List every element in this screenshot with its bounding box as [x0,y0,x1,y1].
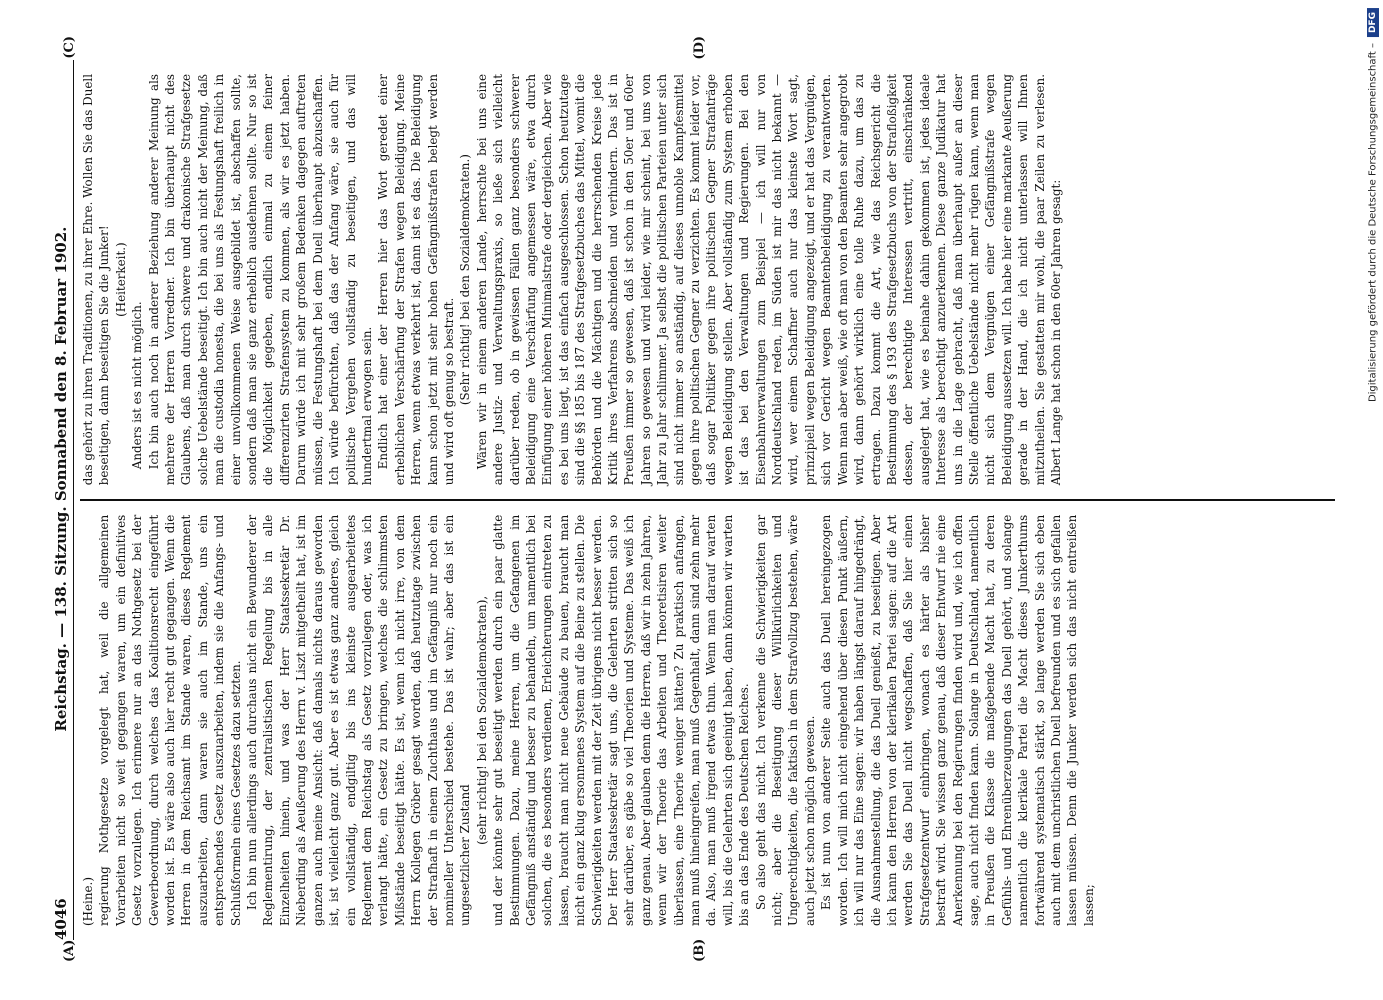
left-column [80,501,1335,940]
interjection: (Heiterkeit.) [113,242,128,317]
paragraph: und der könnte sehr gut beseitigt werden durch ein paar glatte Bestimmungen. Dazu, meine Herren, um die Gefangenen im Gefängniß anständig und besser zu behandeln, um namentlich bei solchen, die es besonders verdienen, Erleichterungen eintreten zu lassen, braucht man nicht neue Gebäude zu bauen, braucht man nicht ein ganz klug ersonnenes System auf die Beine zu stellen. Die Schwierigkeiten werden mit der Zeit übrigens nicht besser werden. Der Herr Staatssekretär sagt uns, die Gelehrten stritten sich so sehr darüber, es gäbe so viel Theorien und Systeme. Das weiß ich ganz genau. Aber glauben denn die Herren, daß wir in zehn Jahren, wenn wir der Theorie das Arbeiten und Theoretisiren weiter überlassen, eine Theorie weniger hätten? Zu praktisch anfangen, man muß hineingreifen, man muß Gegenhalt, dann sind zehn mehr da. Also, man muß irgend etwas thun. Wenn man darauf warten will, bis die Gelehrten sich geeinigt haben, dann können wir warten bis an das Ende des Deutschen Reiches. [491,514,752,926]
interjection: (Sehr richtig! bei den Sozialdemokraten.) [458,154,473,406]
two-column-body [80,60,1335,940]
dfg-logo: DFG [1367,8,1379,37]
credit-text: Digitalisierung gefördert durch die Deutsche Forschungsgemeinschaft – [1367,43,1379,403]
margin-mark-c: (C) [62,36,77,59]
interjection: (sehr richtig! bei den Sozialdemokraten), [474,595,489,845]
right-column [80,60,1335,499]
paragraph: das gehört zu ihren Traditionen, zu ihrer Ehre. Wollen Sie das Duell beseitigen, dann beseitigen Sie die Junker! [81,74,112,486]
digitization-credit [1367,8,1379,402]
page-title: Reichstag. — 138. Sitzung. Sonnabend den 8. Februar 1902. [52,226,70,732]
paragraph: Anders ist es nicht möglich. [130,301,145,470]
paragraph: Endlich hat einer der Herren hier das Wort geredet einer erheblichen Verschärfung der Strafen wegen Beleidigung. Meine Herren, wenn etwas verkehrt ist, dann ist es das. Die Beleidigung kann schon jetzt mit sehr hohen Gefängnißstrafen belegt werden und wird oft genug so bestraft. [376,74,456,486]
paragraph: Ich bin nun allerdings auch durchaus nicht ein Bewunderer der Reglementirung, der zentralistischen Regelung bis in alle Einzelheiten hinein, und was der Herr Staatssekretär Dr. Nieberding als Aeußerung des Herrn v. Liszt mitgetheilt hat, ist im ganzen auch meine Ansicht: daß damals nichts daraus geworden ist, ist vielleicht ganz gut. Aber es ist etwas ganz anderes, gleich ein vollständig, endgiltig bis ins kleinste ausgearbeitetes Reglement dem Reichstag als Gesetz vorzulegen oder, was ich verlangt hätte, ein Gesetz zu bringen, welches die schlimmsten Mißstände beseitigt hätte. Es ist, wenn ich nicht irre, von dem Herrn Kollegen Gröber gesagt worden, daß heutzutage zwischen der Strafhaft in einem Zuchthaus und im Gefängniß nur noch ein nomineller Unterschied bestehe. Das ist wahr; aber das ist ein ungesetzlicher Zustand [245,514,473,926]
paragraph: Ich bin auch noch in anderer Beziehung anderer Meinung als mehrere der Herren Vorredner. Ich bin überhaupt nicht des Glaubens, daß man durch schwere und drakonische Strafgesetze solche Uebelstände beseitigt. Ich bin auch nicht der Meinung, daß man die custodia honesta, die bei uns als Festungshaft freilich in einer unvollkommenen Weise ausgebildet ist, abschaffen sollte, sondern daß man sie ganz erheblich ausdehnen sollte. Nur so ist die Möglichkeit gegeben, endlich einmal zu einem feiner differenzirten Strafensystem zu kommen, als wir es jetzt haben. Darum würde ich mit sehr großem Bedenken dagegen auftreten müssen, die Festungshaft bei dem Duell überhaupt abzuschaffen. Ich würde befürchten, daß das der Anfang wäre, sie auch für politische Vergehen vollständig zu beseitigen, und das will hundertmal erwogen sein. [146,74,374,486]
paragraph: regierung Nothgesetze vorgelegt hat, weil die allgemeinen Vorarbeiten nicht so weit gegangen waren, um ein definitives Gesetz vorzulegen. Ich erinnere nur an das Nothgesetz bei der Gewerbeordnung, durch welches das Koalitionsrecht eingeführt worden ist. Es wäre also auch hier recht gut gegangen. Wenn die Herren in dem Reichsamt im Stande waren, dieses Reglement auszuarbeiten, dann waren sie auch im Stande, uns ein entsprechendes Gesetz auszuarbeiten, indem sie die Anfangs- und Schlußformeln eines Gesetzes dazu setzten. [97,514,243,926]
paragraph: So also geht das nicht. Ich verkenne die Schwierigkeiten gar nicht; aber die Beseitigung dieser Willkürlichkeiten und Ungerechtigkeiten, die faktisch in dem Strafvollzug bestehen, wäre auch jetzt schon möglich gewesen. [753,514,817,926]
page-number: 4046 [52,898,70,940]
margin-mark-b: (B) [692,938,707,962]
paragraph: Es ist nun von anderer Seite auch das Duell hereingezogen worden. Ich will mich nicht eingehend über diesen Punkt äußern, ich will nur das Eine sagen: wir haben längst darauf hingedrängt, die Ausnahmestellung, die das Duell genießt, zu beseitigen. Aber ich kann den Herren von der klerikalen Partei sagen: auf die Art werden Sie das Duell nicht wegschaffen, daß Sie hier einen Strafgesetzentwurf einbringen, wonach es härter als bisher bestraft wird. Sie wissen ganz genau, daß dieser Entwurf nie eine Anerkennung bei den Regierungen finden wird und, wie ich offen sage, auch nicht finden kann. Solange in Deutschland, namentlich in Preußen die Klasse die maßgebende Macht hat, zu deren Gefühls- und Ehrenüberzeugungen das Duell gehört, und solange namentlich die klerikale Partei die Macht dieses Junkerthums fortwährend systematisch stärkt, so lange werden Sie sich eben auch mit dem unchristlichen Duell befreunden und es sich gefallen lassen müssen. Denn die Junker werden sich das nicht entreißen lassen; [819,514,1096,926]
running-head [52,60,74,940]
margin-mark-a: (A) [62,939,77,962]
margin-mark-d: (D) [692,36,707,60]
speaker-label: (Heine.) [81,877,95,926]
paragraph: Wären wir in einem anderen Lande, herrschte bei uns eine andere Justiz- und Verwaltungspraxis, so ließe sich vielleicht darüber reden, ob in gewissen Fällen ganz besonders schwerer Beleidigung eine Verschärfung angemessen wäre, etwa durch Einfügung einer höheren Minimalstrafe oder dergleichen. Aber wie es bei uns liegt, ist das einfach ausgeschlossen. Schon heutzutage sind die §§ 185 bis 187 des Strafgesetzbuches das Mittel, womit die Behörden und die Mächtigen und die herrschenden Kreise jede Kritik ihres Verfahrens abschneiden und verhindern. Das ist in Preußen immer so gewesen, daß ist schon in den 50er und 60er Jahren so gewesen und wird leider, wie mir scheint, bei uns von Jahr zu Jahr schlimmer. Ja selbst die politischen Parteien unter sich sind nicht immer so anständig, auf dieses unnoble Kampfesmittel gegen ihre politischen Gegner zu verzichten. Es kommt leider vor, daß sogar Politiker gegen ihre politischen Gegner Strafanträge wegen Beleidigung stellen. Aber vollständig zum System erhoben ist das bei den Verwaltungen und Regierungen. Bei den Eisenbahnverwaltungen zum Beispiel — ich will nur von Norddeutschland reden, im Süden ist mir das nicht bekannt — wird, wer einem Schaffner auch nur das kleinste Wort sagt, prinzipiell wegen Beleidigung angezeigt, und er hat das Vergnügen, sich vor Gericht wegen Beamtenbeleidigung zu verantworten. Wenn man aber weiß, wie oft man von den Beamten sehr angegrobt wird, dann gehört wirklich eine tolle Ruhe dazu, um das zu ertragen. Dazu kommt die Art, wie das Reichsgericht die Bestimmung des § 193 des Strafgesetzbuchs von der Strafloßigkeit dessen, der berechtigte Interessen vertritt, einschränkend ausgelegt hat, wie es beinahe dahin gekommen ist, jedes ideale Interesse als berechtigt anzuerkennen. Diese ganze Judikatur hat uns in die Lage gebracht, daß man überhaupt außer an dieser Stelle öffentliche Uebelstände nicht mehr rügen kann, wenn man nicht sich dem Vergnügen einer Gefängnißstrafe wegen Beleidigung aussetzen will. Ich habe hier eine markante Aeußerung gerade in der Hand, die ich nicht unterlassen will Ihnen mitzutheilen. Sie gestatten mir wohl, die paar Zeilen zu verlesen. Albert Lange hat schon in den 60er Jahren gesagt: [474,74,1063,486]
